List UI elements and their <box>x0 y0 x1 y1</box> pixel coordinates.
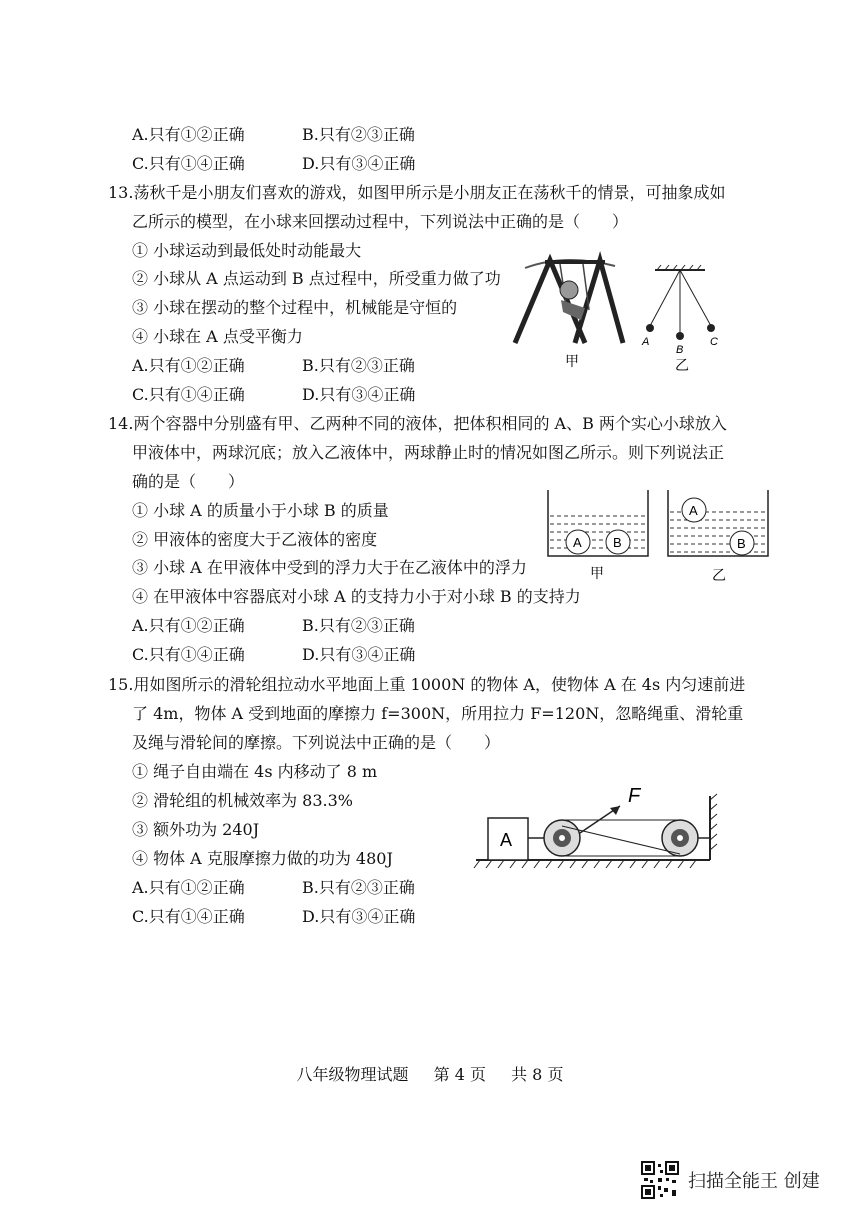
moving-pulley <box>544 820 580 856</box>
q15-stem-line1: 15.用如图所示的滑轮组拉动水平地面上重 1000N 的物体 A，使物体 A 在 4s 内匀速前进 <box>108 675 746 694</box>
q15-stem-line2: 了 4m，物体 A 受到地面的摩擦力 f=300N，所用拉力 F=120N，忽略绳重、滑轮重 <box>132 704 744 723</box>
q13-option-d: D.只有③④正确 <box>302 385 416 404</box>
q14-option-d: D.只有③④正确 <box>302 645 416 664</box>
q14-fig-yi-label: 乙 <box>712 567 726 583</box>
q13-statement-3: ③ 小球在摆动的整个过程中，机械能是守恒的 <box>132 298 458 317</box>
q14-stem-line3: 确的是（ ） <box>132 472 245 491</box>
q15-statement-3: ③ 额外功为 240J <box>132 820 260 839</box>
q15-option-a: A.只有①②正确 <box>132 878 245 897</box>
q14-statement-2: ② 甲液体的密度大于乙液体的密度 <box>132 530 378 549</box>
q15-option-c: C.只有①④正确 <box>132 907 245 926</box>
qr-code-icon <box>640 1160 680 1200</box>
pendulum-point-b: B <box>676 344 684 356</box>
q13-statement-2: ② 小球从 A 点运动到 B 点过程中，所受重力做了功 <box>132 269 501 288</box>
q15-statement-2: ② 滑轮组的机械效率为 83.3% <box>132 791 354 810</box>
q13-stem-line2: 乙所示的模型，在小球来回摆动过程中，下列说法中正确的是（ ） <box>132 212 629 231</box>
q14-option-c: C.只有①④正确 <box>132 645 245 664</box>
q14-statement-4: ④ 在甲液体中容器底对小球 A 的支持力小于对小球 B 的支持力 <box>132 587 581 606</box>
q13-fig-yi-label: 乙 <box>675 357 689 373</box>
q15-statement-1: ① 绳子自由端在 4s 内移动了 8 m <box>132 762 378 781</box>
q15-figure <box>470 778 720 873</box>
pendulum-point-a: A <box>642 336 650 348</box>
footer-title: 八年级物理试题 <box>296 1065 409 1084</box>
jia-ball-b: B <box>613 535 622 550</box>
q13-figure <box>505 248 735 378</box>
page-footer <box>0 1062 860 1085</box>
footer-total: 共 8 页 <box>511 1065 564 1084</box>
q14-option-a: A.只有①②正确 <box>132 616 245 635</box>
jia-ball-a: A <box>573 535 582 550</box>
q13-statement-4: ④ 小球在 A 点受平衡力 <box>132 327 303 346</box>
scanner-watermark <box>640 1160 820 1200</box>
q12-option-d: D.只有③④正确 <box>302 154 416 173</box>
q12-option-a: A.只有①②正确 <box>132 125 245 144</box>
q13-fig-jia-label: 甲 <box>565 353 579 369</box>
q14-statement-1: ① 小球 A 的质量小于小球 B 的质量 <box>132 501 389 520</box>
q14-option-b: B.只有②③正确 <box>302 616 415 635</box>
q13-statement-1: ① 小球运动到最低处时动能最大 <box>132 241 362 260</box>
watermark-text: 扫描全能王 创建 <box>688 1171 820 1192</box>
ground-hatch <box>474 860 696 868</box>
q14-fig-jia-label: 甲 <box>590 565 604 581</box>
container-yi <box>668 490 768 583</box>
swing-illustration <box>515 260 623 369</box>
q14-statement-3: ③ 小球 A 在甲液体中受到的浮力大于在乙液体中的浮力 <box>132 558 527 577</box>
block-a-label: A <box>500 830 513 850</box>
q14-stem-line2: 甲液体中，两球沉底；放入乙液体中，两球静止时的情况如图乙所示。则下列说法正 <box>132 443 725 462</box>
q15-option-d: D.只有③④正确 <box>302 907 416 926</box>
q12-option-c: C.只有①④正确 <box>132 154 245 173</box>
q14-stem-line1: 14.两个容器中分别盛有甲、乙两种不同的液体，把体积相同的 A、B 两个实心小球放入 <box>108 414 727 433</box>
q13-option-c: C.只有①④正确 <box>132 385 245 404</box>
q13-option-b: B.只有②③正确 <box>302 356 415 375</box>
q14-figure <box>540 488 780 588</box>
footer-page: 第 4 页 <box>433 1065 486 1084</box>
pendulum-model <box>641 265 718 373</box>
container-jia <box>548 490 648 581</box>
q13-option-a: A.只有①②正确 <box>132 356 245 375</box>
yi-ball-a: A <box>689 503 698 518</box>
force-label: F <box>628 785 641 807</box>
q15-statement-4: ④ 物体 A 克服摩擦力做的功为 480J <box>132 849 393 868</box>
q15-option-b: B.只有②③正确 <box>302 878 415 897</box>
q13-stem-line1: 13.荡秋千是小朋友们喜欢的游戏，如图甲所示是小朋友正在荡秋千的情景，可抽象成如 <box>108 183 726 202</box>
q12-option-b: B.只有②③正确 <box>302 125 415 144</box>
yi-ball-b: B <box>737 536 746 551</box>
q15-stem-line3: 及绳与滑轮间的摩擦。下列说法中正确的是（ ） <box>132 733 501 752</box>
pendulum-point-c: C <box>710 336 718 348</box>
